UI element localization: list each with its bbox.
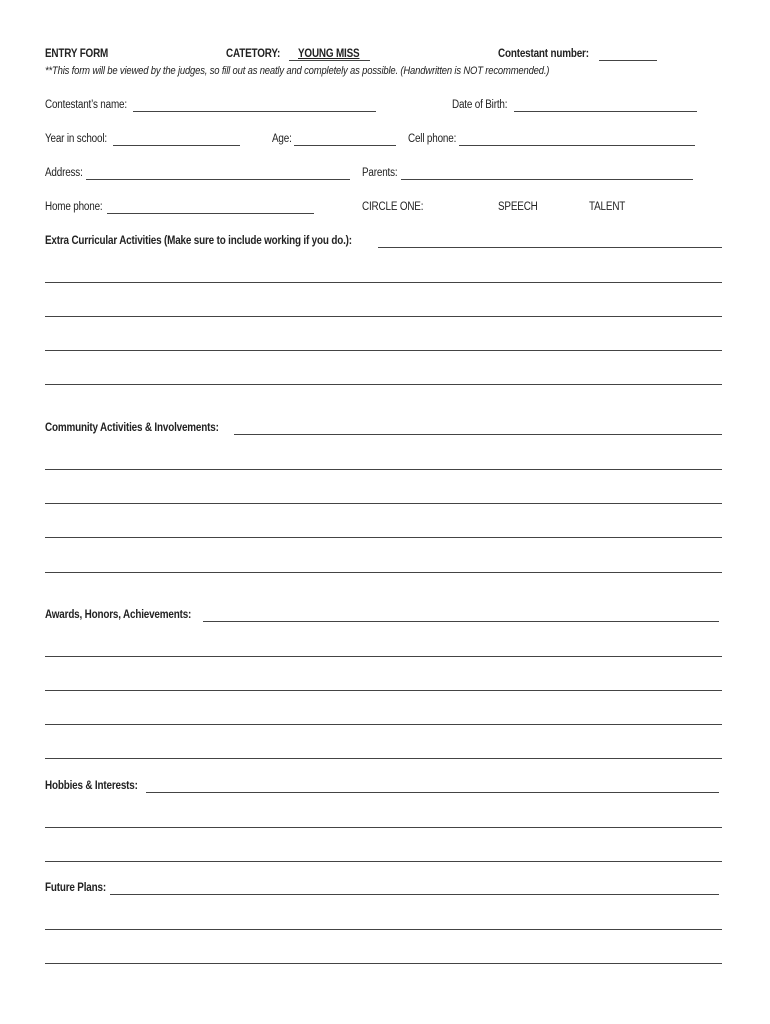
form-instructions: **This form will be viewed by the judges, so fill out as neatly and completely as possible. (Handwritten is NOT recommended.) [45,65,550,77]
category-label: CATETORY: [226,48,281,60]
contestant-name-field[interactable] [133,111,376,112]
talent-option[interactable]: TALENT [589,201,626,213]
hobbies-field[interactable] [146,792,719,793]
awards-heading: Awards, Honors, Achievements: [45,609,192,621]
year-in-school-field[interactable] [113,145,240,146]
category-value: YOUNG MISS [298,48,360,60]
contestant-name-label: Contestant’s name: [45,99,127,111]
form-title: ENTRY FORM [45,48,109,60]
awards-line[interactable] [45,656,722,657]
community-field[interactable] [234,434,722,435]
future-plans-line[interactable] [45,963,722,964]
hobbies-heading: Hobbies & Interests: [45,780,138,792]
future-plans-heading: Future Plans: [45,882,106,894]
home-phone-field[interactable] [107,213,314,214]
date-of-birth-label: Date of Birth: [452,99,508,111]
age-label: Age: [272,133,292,145]
parents-label: Parents: [362,167,398,179]
hobbies-line[interactable] [45,861,722,862]
circle-one-label: CIRCLE ONE: [362,201,424,213]
parents-field[interactable] [401,179,693,180]
future-plans-field[interactable] [110,894,719,895]
cell-phone-field[interactable] [459,145,695,146]
community-line[interactable] [45,537,722,538]
extra-curricular-heading: Extra Curricular Activities (Make sure to include working if you do.): [45,235,352,247]
cell-phone-label: Cell phone: [408,133,457,145]
home-phone-label: Home phone: [45,201,103,213]
extra-curricular-line[interactable] [45,282,722,283]
contestant-number-label: Contestant number: [498,48,589,60]
future-plans-line[interactable] [45,929,722,930]
awards-line[interactable] [45,690,722,691]
age-field[interactable] [294,145,396,146]
extra-curricular-line[interactable] [45,316,722,317]
awards-field[interactable] [203,621,719,622]
awards-line[interactable] [45,758,722,759]
community-heading: Community Activities & Involvements: [45,422,219,434]
extra-curricular-line[interactable] [45,384,722,385]
speech-option[interactable]: SPEECH [498,201,538,213]
year-in-school-label: Year in school: [45,133,107,145]
extra-curricular-field[interactable] [378,247,722,248]
awards-line[interactable] [45,724,722,725]
category-underline [289,60,370,61]
community-line[interactable] [45,469,722,470]
address-label: Address: [45,167,83,179]
community-line[interactable] [45,503,722,504]
community-line[interactable] [45,572,722,573]
contestant-number-field[interactable] [599,60,657,61]
extra-curricular-line[interactable] [45,350,722,351]
address-field[interactable] [86,179,350,180]
hobbies-line[interactable] [45,827,722,828]
date-of-birth-field[interactable] [514,111,697,112]
